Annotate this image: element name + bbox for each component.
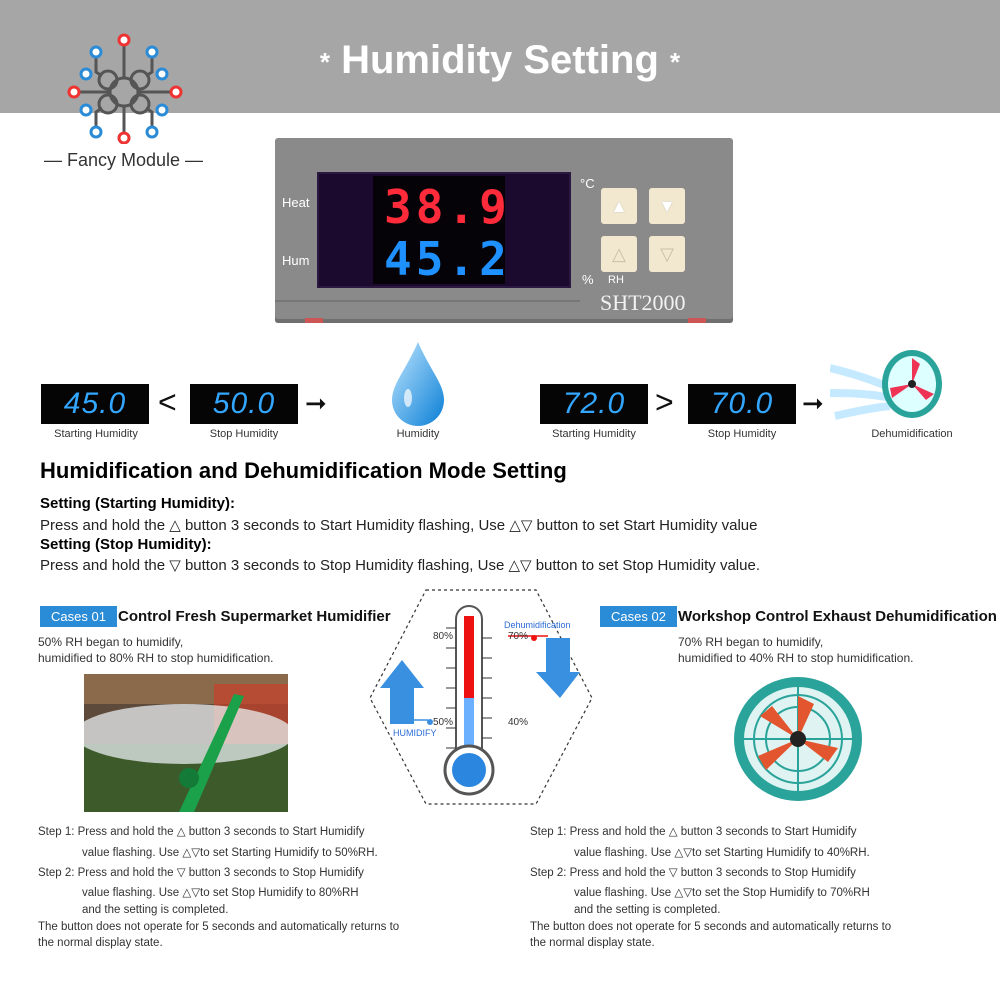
- case1-note1: The button does not operate for 5 seconds and automatically returns to: [38, 921, 400, 933]
- case2-title: Workshop Control Exhaust Dehumidification: [678, 608, 997, 625]
- stop-dehumidify-led: 70.0: [688, 384, 796, 424]
- celsius-label: °C: [580, 176, 595, 191]
- exhaust-fan-icon: [830, 338, 950, 428]
- start-humidity-led: 45.0: [41, 384, 149, 424]
- right-arrow-icon: ➞: [305, 388, 327, 418]
- device-foot-right: [688, 318, 706, 323]
- hum-label: Hum: [282, 253, 310, 268]
- section-title: Humidification and Dehumidification Mode Setting: [40, 458, 567, 483]
- heat-label: Heat: [282, 195, 310, 210]
- case1-step2-c: and the setting is completed.: [82, 904, 229, 916]
- stop-dehumidify-caption: Stop Humidity: [707, 428, 777, 440]
- case2-desc1: 70% RH began to humidify,: [678, 635, 824, 649]
- humidity-down-button[interactable]: ▽: [649, 236, 685, 272]
- case1-step1-a: Step 1: Press and hold the △ button 3 seconds to Start Humidify: [38, 826, 365, 838]
- workshop-exhaust-fan-photo: [728, 674, 868, 804]
- heat-value: 38.9: [384, 180, 511, 234]
- star-right: *: [670, 46, 681, 77]
- dehumidification-caption: Dehumidification: [871, 428, 953, 440]
- case2-note1: The button does not operate for 5 seconds and automatically returns to: [530, 921, 892, 933]
- setting-stop-text: Press and hold the ▽ button 3 seconds to Stop Humidity flashing, Use △▽ button to set Stop Humidity value.: [40, 557, 760, 574]
- case2-note2: the normal display state.: [530, 937, 655, 949]
- thermo-label-40: 40%: [508, 717, 529, 728]
- thermo-dehumid-label: Dehumidification: [504, 620, 571, 630]
- case2-step2-b: value flashing. Use △▽to set the Stop Humidify to 70%RH: [574, 887, 870, 899]
- brand-name: — Fancy Module —: [44, 150, 204, 170]
- circuit-logo-icon: [66, 32, 186, 144]
- humidity-caption: Humidity: [396, 428, 440, 440]
- start-dehumidify-led: 72.0: [540, 384, 648, 424]
- case1-step2-a: Step 2: Press and hold the ▽ button 3 seconds to Stop Humidify: [38, 867, 364, 879]
- less-than-symbol: <: [158, 384, 177, 420]
- page-title-text: Humidity Setting: [341, 38, 659, 82]
- case2-desc2: humidified to 40% RH to stop humidification.: [678, 651, 914, 665]
- right-arrow-icon-2: ➞: [802, 388, 824, 418]
- temp-up-button[interactable]: ▲: [601, 188, 637, 224]
- case1-desc1: 50% RH began to humidify,: [38, 635, 184, 649]
- case2-step2-c: and the setting is completed.: [574, 904, 721, 916]
- case2-step1-b: value flashing. Use △▽to set Starting Humidify to 40%RH.: [574, 847, 870, 859]
- case2-tag: Cases 02: [600, 606, 677, 627]
- case1-note2: the normal display state.: [38, 937, 163, 949]
- case1-step1-b: value flashing. Use △▽to set Starting Humidify to 50%RH.: [82, 847, 378, 859]
- thermo-label-80: 80%: [433, 631, 454, 642]
- setting-start-heading: Setting (Starting Humidity):: [40, 495, 235, 512]
- hum-value: 45.2: [384, 232, 511, 286]
- supermarket-humidifier-photo: [84, 674, 288, 812]
- stop-humidity-led: 50.0: [190, 384, 298, 424]
- case1-tag: Cases 01: [40, 606, 117, 627]
- case1-step2-b: value flashing. Use △▽to set Stop Humidify to 80%RH: [82, 887, 359, 899]
- stop-humidity-caption: Stop Humidity: [209, 428, 279, 440]
- setting-stop-heading: Setting (Stop Humidity):: [40, 536, 212, 553]
- case2-step2-a: Step 2: Press and hold the ▽ button 3 seconds to Stop Humidify: [530, 867, 856, 879]
- percent-label: %: [582, 272, 594, 287]
- setting-start-text: Press and hold the △ button 3 seconds to Start Humidity flashing, Use △▽ button to set Start Humidity value: [40, 517, 758, 534]
- start-dehumidify-caption: Starting Humidity: [552, 428, 636, 440]
- start-humidity-caption: Starting Humidity: [54, 428, 138, 440]
- device-foot-left: [305, 318, 323, 323]
- rh-label: RH: [608, 274, 624, 286]
- greater-than-symbol: >: [655, 384, 674, 420]
- humidity-up-button[interactable]: △: [601, 236, 637, 272]
- model-name: SHT2000: [600, 290, 686, 315]
- case1-desc2: humidified to 80% RH to stop humidification.: [38, 651, 274, 665]
- temp-down-button[interactable]: ▼: [649, 188, 685, 224]
- thermo-humidify-label: HUMIDIFY: [393, 728, 437, 738]
- case1-title: Control Fresh Supermarket Humidifier: [118, 608, 391, 625]
- device-divider: [275, 300, 580, 302]
- water-drop-icon: [390, 340, 446, 426]
- case2-step1-a: Step 1: Press and hold the △ button 3 seconds to Start Humidify: [530, 826, 857, 838]
- thermo-label-70: 70%: [508, 631, 529, 642]
- thermo-label-50: 50%: [433, 717, 454, 728]
- star-left: *: [319, 46, 330, 77]
